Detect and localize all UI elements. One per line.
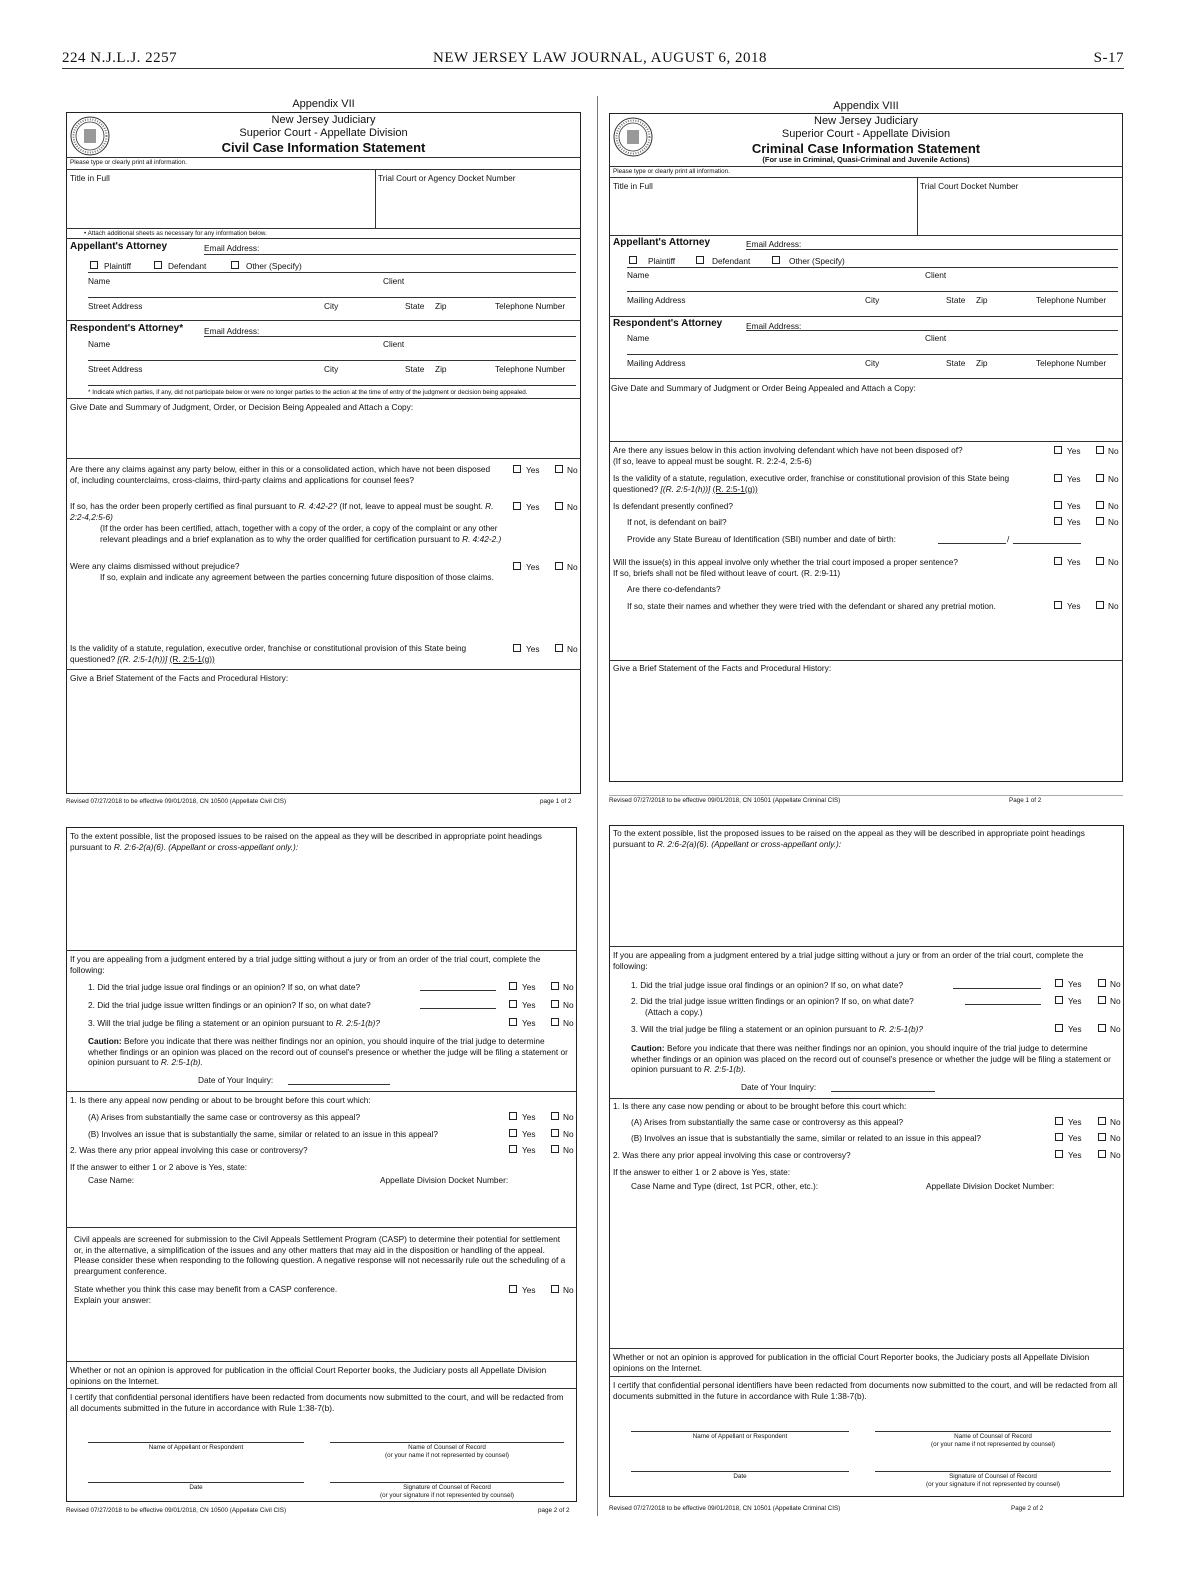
civil-cert-c: (If the order has been certified, attach, together with a copy of the order, a copy of the complaint or any other relevant pleadings and a brief explanation as to why the order qualified for certification pursuant to	[100, 523, 498, 544]
criminal-other-checkbox[interactable]	[772, 256, 780, 264]
civil-j3	[88, 1018, 380, 1029]
civil-instruction: Please type or clearly print all information.	[70, 159, 187, 166]
civil-footnote: * Indicate which parties, if any, did not participate below or were no longer parties to the action at the time of entry of the judgment or decision being appealed.	[88, 389, 528, 396]
criminal-plaintiff-checkbox[interactable]	[629, 256, 637, 264]
page-citation: 224 N.J.L.J. 2257	[62, 50, 178, 66]
civil-form-frame	[66, 112, 581, 794]
criminal-codef-no-checkbox[interactable]	[1096, 601, 1104, 609]
civil-proposed-issues	[70, 831, 570, 852]
criminal-pend-a-yes-checkbox[interactable]	[1055, 1117, 1063, 1125]
criminal-sig-appellant: Name of Appellant or Respondent	[692, 1433, 788, 1440]
criminal-respondent-mailing: Mailing Address	[627, 358, 686, 368]
criminal-rule-251g: (R. 2:5-1(g))	[712, 483, 758, 494]
criminal-respondent-state: State	[946, 358, 966, 368]
civil-dismissed-yes: Yes	[526, 562, 540, 572]
criminal-inquiry-label: Date of Your Inquiry:	[741, 1082, 817, 1092]
criminal-proposed-issues	[613, 828, 1118, 849]
criminal-title-in-full: Title in Full	[613, 181, 653, 191]
civil-casp-no-checkbox[interactable]	[551, 1285, 559, 1293]
criminal-issues-no: No	[1108, 446, 1119, 456]
criminal-validity-text: Is the validity of a statute, regulation, executive order, franchise or constitutional provision of this State being questioned?	[613, 473, 1010, 494]
civil-attach-note: • Attach additional sheets as necessary for any information below.	[84, 230, 267, 237]
civil-summary-question: Give Date and Summary of Judgment, Order, or Decision Being Appealed and Attach a Copy:	[70, 402, 414, 412]
civil-appellant-email-label: Email Address:	[204, 243, 260, 253]
criminal-appellant-client: Client	[925, 270, 947, 280]
criminal-bail-no-checkbox[interactable]	[1096, 517, 1104, 525]
criminal-footer-1: Revised 07/27/2018 to be effective 09/01/2018, CN 10501 (Appellate Criminal CIS)	[609, 797, 841, 804]
criminal-sbi-line[interactable]	[938, 543, 1006, 544]
criminal-rule-251b2: R. 2:5-1(b).	[703, 1064, 746, 1074]
criminal-validity-yes-checkbox[interactable]	[1054, 474, 1062, 482]
civil-j3-yes: Yes	[522, 1018, 536, 1028]
civil-dismissed-no: No	[567, 562, 578, 572]
criminal-sig-counsel: Name of Counsel of Record	[954, 1433, 1032, 1440]
criminal-pending-a: (A) Arises from substantially the same case or controversy as this appeal?	[631, 1117, 904, 1127]
civil-j2-yes-checkbox[interactable]	[509, 1000, 517, 1008]
civil-appellant-city: City	[324, 301, 339, 311]
criminal-j2-attach: (Attach a copy.)	[645, 1007, 703, 1017]
criminal-bail-yes: Yes	[1067, 517, 1081, 527]
criminal-validity-yes: Yes	[1067, 474, 1081, 484]
criminal-sbi-slash: /	[1007, 534, 1010, 544]
civil-title-in-full: Title in Full	[70, 173, 110, 183]
civil-cert-a: If so, has the order been properly certified as final pursuant to	[70, 501, 296, 511]
civil-claims-yes: Yes	[526, 465, 540, 475]
criminal-app-docket-label: Appellate Division Docket Number:	[926, 1181, 1055, 1191]
civil-casp-question: State whether you think this case may benefit from a CASP conference.	[74, 1284, 338, 1294]
civil-explain-label: Explain your answer:	[74, 1295, 152, 1305]
civil-pending-a: (A) Arises from substantially the same case or controversy as this appeal?	[88, 1112, 361, 1122]
criminal-pending-b: (B) Involves an issue that is substantially the same, similar or related to an issue in this appeal?	[631, 1133, 982, 1143]
civil-court: Superior Court - Appellate Division	[239, 127, 408, 139]
civil-cis-page-1	[66, 96, 581, 816]
civil-appellant-street: Street Address	[88, 301, 143, 311]
civil-casp-yes: Yes	[522, 1285, 536, 1295]
civil-rule-262: R. 2:6-2(a)(6). (Appellant or cross-appellant only.):	[113, 841, 299, 852]
civil-j3-no-checkbox[interactable]	[551, 1018, 559, 1026]
criminal-form-title: Criminal Case Information Statement	[751, 141, 981, 156]
criminal-appellant-mailing: Mailing Address	[627, 295, 686, 305]
criminal-rule-262: R. 2:6-2(a)(6). (Appellant or cross-appellant only.):	[656, 838, 842, 849]
criminal-form-subtitle: (For use in Criminal, Quasi-Criminal and Juvenile Actions)	[762, 155, 970, 164]
criminal-j1-yes-checkbox[interactable]	[1055, 979, 1063, 987]
civil-sig-counsel-note: (or your name if not represented by counsel)	[385, 1452, 509, 1459]
civil-certified-yes-checkbox[interactable]	[513, 502, 521, 510]
civil-claims-no: No	[567, 465, 578, 475]
criminal-sentence-yes: Yes	[1067, 557, 1081, 567]
criminal-confined-no-checkbox[interactable]	[1096, 501, 1104, 509]
civil-rule-251b: R. 2:5-1(b)?	[335, 1018, 380, 1028]
criminal-j2-no-checkbox[interactable]	[1098, 996, 1106, 1004]
civil-j1-no: No	[563, 982, 574, 992]
civil-sig-signature: Signature of Counsel of Record	[403, 1484, 491, 1491]
criminal-respondent-zip: Zip	[976, 358, 988, 368]
civil-appellant-client: Client	[383, 276, 405, 286]
civil-judiciary: New Jersey Judiciary	[271, 114, 376, 126]
criminal-confined-no: No	[1108, 501, 1119, 511]
criminal-validity-no: No	[1108, 474, 1119, 484]
civil-dismissed-yes-checkbox[interactable]	[513, 562, 521, 570]
criminal-respondent-phone: Telephone Number	[1036, 358, 1107, 368]
civil-case-name-label: Case Name:	[88, 1175, 135, 1185]
criminal-sig-signature-note: (or your signature if not represented by counsel)	[925, 1481, 1061, 1488]
civil-inquiry-line[interactable]	[288, 1084, 390, 1085]
criminal-pend-b-no-checkbox[interactable]	[1098, 1133, 1106, 1141]
civil-rule-442b: R. 4:42-2.)	[462, 533, 502, 544]
civil-respondent-state: State	[405, 364, 425, 374]
civil-plaintiff-checkbox[interactable]	[90, 261, 98, 269]
civil-prior-yes: Yes	[522, 1145, 536, 1155]
civil-pending-b: (B) Involves an issue that is substantially the same, similar or related to an issue in this appeal?	[88, 1129, 439, 1139]
civil-plaintiff-label: Plaintiff	[104, 261, 132, 271]
civil-if-yes: If the answer to either 1 or 2 above is Yes, state:	[70, 1162, 248, 1172]
criminal-dob-line[interactable]	[1013, 543, 1081, 544]
criminal-confined-yes: Yes	[1067, 501, 1081, 511]
criminal-j1-yes: Yes	[1068, 979, 1082, 989]
civil-claims-no-checkbox[interactable]	[555, 465, 563, 473]
civil-j1-date-line[interactable]	[420, 990, 496, 991]
civil-prior-no-checkbox[interactable]	[551, 1145, 559, 1153]
criminal-j2-yes-checkbox[interactable]	[1055, 996, 1063, 1004]
criminal-certification: I certify that confidential personal identifiers have been redacted from documents now submitted to the court, and will be redacted from all documents submitted in the future in accordance with Rule 1:38-7(b).	[613, 1380, 1118, 1401]
criminal-respondent-email-label: Email Address:	[746, 321, 802, 331]
civil-docket-label: Trial Court or Agency Docket Number	[378, 173, 516, 183]
civil-sig-appellant: Name of Appellant or Respondent	[148, 1444, 244, 1451]
criminal-sentence-text: Will the issue(s) in this appeal involve only whether the trial court imposed a proper sentence?	[613, 557, 958, 567]
column-divider	[597, 96, 598, 1516]
criminal-pend-b-no: No	[1110, 1133, 1121, 1143]
civil-pending-question: 1. Is there any appeal now pending or about to be brought before this court which:	[70, 1095, 371, 1105]
civil-cis-page-2	[66, 827, 577, 1519]
criminal-case-name-label: Case Name and Type (direct, 1st PCR, other, etc.):	[631, 1181, 819, 1191]
civil-certified-question	[70, 501, 510, 522]
criminal-docket-label: Trial Court Docket Number	[920, 181, 1019, 191]
criminal-cis-page-1	[609, 98, 1123, 808]
civil-j3-yes-checkbox[interactable]	[509, 1018, 517, 1026]
civil-pend-a-no: No	[563, 1112, 574, 1122]
criminal-judiciary: New Jersey Judiciary	[814, 115, 918, 127]
criminal-caution-label: Caution:	[631, 1043, 665, 1053]
criminal-pend-b-yes-checkbox[interactable]	[1055, 1133, 1063, 1141]
civil-dismissed-question: Were any claims dismissed without prejudice?	[70, 561, 240, 571]
civil-respondent-city: City	[324, 364, 339, 374]
criminal-page-1-label: Page 1 of 2	[1009, 797, 1042, 804]
civil-form-title: Civil Case Information Statement	[221, 140, 426, 155]
civil-issues-text: To the extent possible, list the proposed issues to be raised on the appeal as they will be described in appropriate point headings pursuant to	[70, 831, 542, 852]
criminal-page-2-label: Page 2 of 2	[1011, 1505, 1044, 1512]
criminal-court: Superior Court - Appellate Division	[781, 128, 951, 140]
civil-casp-no: No	[563, 1285, 574, 1295]
civil-rule-442: R. 4:42-2?	[298, 501, 338, 511]
criminal-pend-b-yes: Yes	[1068, 1133, 1082, 1143]
criminal-pend-a-yes: Yes	[1068, 1117, 1082, 1127]
civil-appellant-attorney: Appellant's Attorney	[70, 241, 168, 252]
civil-certified-yes: Yes	[526, 502, 540, 512]
criminal-j3-yes-checkbox[interactable]	[1055, 1024, 1063, 1032]
civil-pend-b-yes: Yes	[522, 1129, 536, 1139]
criminal-respondent-attorney: Respondent's Attorney	[613, 318, 723, 329]
civil-j2-yes: Yes	[522, 1000, 536, 1010]
criminal-codef-no: No	[1108, 601, 1119, 611]
civil-dismissed-explain: If so, explain and indicate any agreement between the parties concerning future disposition of those claims.	[100, 572, 494, 582]
civil-j1: 1. Did the trial judge issue oral findings or an opinion? If so, on what date?	[88, 982, 361, 992]
journal-header: NEW JERSEY LAW JOURNAL, AUGUST 6, 2018	[433, 50, 767, 66]
criminal-pending-question: 1. Is there any case now pending or about to be brought before this court which:	[613, 1101, 907, 1111]
civil-j2: 2. Did the trial judge issue written findings or an opinion? If so, on what date?	[88, 1000, 371, 1010]
criminal-issues-no-checkbox[interactable]	[1096, 446, 1104, 454]
criminal-judge-intro: If you are appealing from a judgment entered by a trial judge sitting without a jury or from an order of the trial court, complete the following:	[613, 950, 1084, 971]
civil-validity-no: No	[567, 644, 578, 654]
civil-j3-text: 3. Will the trial judge be filing a statement or an opinion pursuant to	[88, 1018, 334, 1028]
civil-respondent-email-label: Email Address:	[204, 326, 260, 336]
criminal-j3-text: 3. Will the trial judge be filing a statement or an opinion pursuant to	[631, 1024, 877, 1034]
civil-respondent-client: Client	[383, 339, 405, 349]
civil-page-2-label: page 2 of 2	[538, 1507, 570, 1514]
criminal-j3-no: No	[1110, 1024, 1121, 1034]
civil-certified-no-checkbox[interactable]	[555, 502, 563, 510]
criminal-rule-251b: R. 2:5-1(b)?	[878, 1024, 923, 1034]
criminal-appellant-name: Name	[627, 270, 650, 280]
civil-validity-no-checkbox[interactable]	[555, 644, 563, 652]
civil-caution-text: Before you indicate that there was neither findings nor an opinion, you should inquire of the trial judge to determine whether findings or an opinion was placed on the record out of counsel's presence or whether the judge will be filing a statement or opinion pursuant to	[88, 1036, 568, 1067]
civil-footer-2: Revised 07/27/2018 to be effective 09/01/2018, CN 10500 (Appellate Civil CIS)	[66, 1507, 287, 1514]
criminal-appellant-state: State	[946, 295, 966, 305]
criminal-j3-no-checkbox[interactable]	[1098, 1024, 1106, 1032]
civil-respondent-name: Name	[88, 339, 111, 349]
criminal-issues-text: Are there any issues below in this action involving defendant which have not been disposed of?	[613, 445, 963, 455]
criminal-validity-no-checkbox[interactable]	[1096, 474, 1104, 482]
criminal-sentence-no: No	[1108, 557, 1119, 567]
civil-rule-251h: [(R. 2:5-1(h))]	[117, 653, 168, 664]
civil-judge-intro: If you are appealing from a judgment entered by a trial judge sitting without a jury or from an order of the trial court, complete the following:	[70, 954, 541, 975]
criminal-defendant-label: Defendant	[712, 256, 751, 266]
civil-pend-b-yes-checkbox[interactable]	[509, 1129, 517, 1137]
civil-pend-a-yes: Yes	[522, 1112, 536, 1122]
criminal-confined-yes-checkbox[interactable]	[1054, 501, 1062, 509]
page-number: S-17	[1093, 50, 1124, 66]
civil-defendant-checkbox[interactable]	[154, 261, 162, 269]
civil-validity-question	[70, 643, 510, 664]
civil-dismissed-no-checkbox[interactable]	[555, 562, 563, 570]
criminal-sig-counsel-note: (or your name if not represented by counsel)	[931, 1441, 1055, 1448]
civil-facts-label: Give a Brief Statement of the Facts and Procedural History:	[70, 673, 289, 683]
criminal-j3	[631, 1024, 923, 1035]
civil-pend-a-yes-checkbox[interactable]	[509, 1112, 517, 1120]
criminal-sbi-question: Provide any State Bureau of Identification (SBI) number and date of birth:	[627, 534, 896, 544]
criminal-appellant-zip: Zip	[976, 295, 988, 305]
criminal-sig-date: Date	[733, 1473, 747, 1480]
civil-cert-explanation	[100, 523, 510, 544]
civil-rule-251g: (R. 2:5-1(g))	[169, 653, 215, 664]
criminal-j1-no-checkbox[interactable]	[1098, 979, 1106, 987]
header-rule	[62, 68, 1124, 69]
criminal-codef-yes: Yes	[1067, 601, 1081, 611]
criminal-caution-text: Before you indicate that there was neither findings nor an opinion, you should inquire of the trial judge to determine whether findings or an opinion was placed on the record out of counsel's presence or whether the judge will be filing a statement or opinion pursuant to	[631, 1043, 1111, 1074]
criminal-j1-date-line[interactable]	[953, 988, 1041, 989]
criminal-rule-251h: [(R. 2:5-1(h))]	[660, 483, 711, 494]
civil-respondent-attorney: Respondent's Attorney*	[70, 323, 184, 334]
civil-certification: I certify that confidential personal identifiers have been redacted from documents now submitted to the court, and will be redacted from all documents submitted in the future in accordance with Rule 1:38-7(b).	[70, 1392, 564, 1413]
criminal-sentence-note: If so, briefs shall not be filed without leave of court. (R. 2:9-11)	[613, 567, 841, 578]
civil-caution-label: Caution:	[88, 1036, 122, 1046]
civil-casp-info: Civil appeals are screened for submission to the Civil Appeals Settlement Program (CASP) to determine their potential for settlement or, in the alternative, a simplification of the issues and any other matters that may aid in the disposition or handling of the appeal. Please consider these when responding to the following question. A negative response will not necessarily rule out the scheduling of a preargument conference.	[74, 1234, 566, 1276]
civil-sig-signature-note: (or your signature if not represented by counsel)	[379, 1492, 515, 1499]
civil-defendant-label: Defendant	[168, 261, 207, 271]
civil-appellant-state: State	[405, 301, 425, 311]
criminal-footer-2: Revised 07/27/2018 to be effective 09/01/2018, CN 10501 (Appellate Criminal CIS)	[609, 1505, 841, 1512]
criminal-j2-yes: Yes	[1068, 996, 1082, 1006]
criminal-j2-date-line[interactable]	[965, 1004, 1041, 1005]
civil-validity-yes-checkbox[interactable]	[513, 644, 521, 652]
criminal-codef-question: Are there co-defendants?	[627, 584, 721, 594]
criminal-instruction: Please type or clearly print all information.	[613, 168, 730, 175]
criminal-respondent-city: City	[865, 358, 880, 368]
criminal-validity-question	[613, 473, 1048, 494]
criminal-prior-no-checkbox[interactable]	[1098, 1150, 1106, 1158]
civil-rule-224: R. 2:2-4,2:5-6)	[70, 501, 494, 522]
criminal-inquiry-line[interactable]	[831, 1091, 935, 1092]
civil-other-checkbox[interactable]	[231, 261, 239, 269]
criminal-issues-yes: Yes	[1067, 446, 1081, 456]
criminal-if-yes: If the answer to either 1 or 2 above is Yes, state:	[613, 1167, 791, 1177]
criminal-sentence-question	[613, 557, 1043, 578]
criminal-cis-page-2	[609, 825, 1124, 1519]
criminal-bail-yes-checkbox[interactable]	[1054, 517, 1062, 525]
criminal-codef-explain: If so, state their names and whether they were tried with the defendant or shared any pretrial motion.	[627, 601, 996, 611]
criminal-j1: 1. Did the trial judge issue oral findings or an opinion? If so, on what date?	[631, 980, 904, 990]
civil-pend-a-no-checkbox[interactable]	[551, 1112, 559, 1120]
civil-certified-no: No	[567, 502, 578, 512]
criminal-plaintiff-label: Plaintiff	[648, 256, 676, 266]
criminal-facts-label: Give a Brief Statement of the Facts and Procedural History:	[613, 663, 832, 673]
civil-j2-date-line[interactable]	[420, 1008, 496, 1009]
criminal-appellant-phone: Telephone Number	[1036, 295, 1107, 305]
civil-prior-question: 2. Was there any prior appeal involving this case or controversy?	[70, 1145, 308, 1155]
civil-page-1-label: page 1 of 2	[540, 798, 572, 805]
criminal-other-label: Other (Specify)	[789, 256, 845, 266]
criminal-issues-question	[613, 445, 1043, 466]
civil-appellant-zip: Zip	[435, 301, 447, 311]
criminal-j2: 2. Did the trial judge issue written findings or an opinion? If so, on what date?	[631, 996, 914, 1006]
criminal-prior-question: 2. Was there any prior appeal involving this case or controversy?	[613, 1150, 851, 1160]
civil-claims-question: Are there any claims against any party below, either in this or a consolidated action, which have not been disposed of, including counterclaims, cross-claims, third-party claims and applications for counsel fees?	[70, 464, 491, 485]
civil-pend-b-no-checkbox[interactable]	[551, 1129, 559, 1137]
criminal-sig-signature: Signature of Counsel of Record	[949, 1473, 1037, 1480]
civil-app-docket-label: Appellate Division Docket Number:	[380, 1175, 509, 1185]
criminal-confined-question: Is defendant presently confined?	[613, 501, 733, 511]
civil-pend-b-no: No	[563, 1129, 574, 1139]
civil-respondent-street: Street Address	[88, 364, 143, 374]
civil-validity-yes: Yes	[526, 644, 540, 654]
civil-casp-yes-checkbox[interactable]	[509, 1285, 517, 1293]
criminal-caution	[631, 1043, 1115, 1075]
criminal-issues-text2: To the extent possible, list the proposed issues to be raised on the appeal as they will be described in appropriate point headings pursuant to	[613, 828, 1085, 849]
civil-j1-no-checkbox[interactable]	[551, 982, 559, 990]
civil-caution	[88, 1036, 568, 1068]
civil-sig-date: Date	[189, 1484, 203, 1491]
civil-j3-no: No	[563, 1018, 574, 1028]
civil-respondent-phone: Telephone Number	[495, 364, 566, 374]
civil-appendix-label: Appendix VII	[292, 98, 355, 110]
criminal-issues-yes-checkbox[interactable]	[1054, 446, 1062, 454]
criminal-j3-yes: Yes	[1068, 1024, 1082, 1034]
civil-respondent-zip: Zip	[435, 364, 447, 374]
criminal-appellant-city: City	[865, 295, 880, 305]
criminal-summary-question: Give Date and Summary of Judgment or Order Being Appealed and Attach a Copy:	[611, 383, 916, 393]
criminal-appellant-email-label: Email Address:	[746, 239, 802, 249]
civil-prior-no: No	[563, 1145, 574, 1155]
civil-j1-yes-checkbox[interactable]	[509, 982, 517, 990]
criminal-issues-note: (If so, leave to appeal must be sought. R. 2:2-4, 2:5-6)	[613, 455, 812, 466]
criminal-prior-yes: Yes	[1068, 1150, 1082, 1160]
civil-j1-yes: Yes	[522, 982, 536, 992]
civil-appellant-phone: Telephone Number	[495, 301, 566, 311]
civil-cert-b: (If not, leave to appeal must be sought.	[339, 501, 483, 511]
criminal-appellant-attorney: Appellant's Attorney	[613, 237, 711, 248]
criminal-respondent-name: Name	[627, 333, 650, 343]
civil-inquiry-label: Date of Your Inquiry:	[198, 1075, 274, 1085]
civil-validity-text: Is the validity of a statute, regulation, executive order, franchise or constitutional provision of this State being questioned?	[70, 643, 467, 664]
civil-publication-note: Whether or not an opinion is approved for publication in the official Court Reporter books, the Judiciary posts all Appellate Division opinions on the Internet.	[70, 1365, 547, 1386]
civil-sig-counsel: Name of Counsel of Record	[408, 1444, 486, 1451]
civil-j2-no-checkbox[interactable]	[551, 1000, 559, 1008]
criminal-codef-yes-checkbox[interactable]	[1054, 601, 1062, 609]
criminal-j1-no: No	[1110, 979, 1121, 989]
civil-prior-yes-checkbox[interactable]	[509, 1145, 517, 1153]
civil-rule-251b2: R. 2:5-1(b).	[160, 1057, 203, 1067]
civil-j2-no: No	[563, 1000, 574, 1010]
criminal-bail-no: No	[1108, 517, 1119, 527]
criminal-pend-a-no: No	[1110, 1117, 1121, 1127]
civil-other-label: Other (Specify)	[246, 261, 302, 271]
criminal-respondent-client: Client	[925, 333, 947, 343]
criminal-appendix-label: Appendix VIII	[833, 100, 899, 112]
civil-appellant-name: Name	[88, 276, 111, 286]
civil-footer-1: Revised 07/27/2018 to be effective 09/01/2018, CN 10500 (Appellate Civil CIS)	[66, 798, 287, 805]
criminal-j2-no: No	[1110, 996, 1121, 1006]
criminal-defendant-checkbox[interactable]	[696, 256, 704, 264]
criminal-sentence-no-checkbox[interactable]	[1096, 557, 1104, 565]
criminal-sentence-yes-checkbox[interactable]	[1054, 557, 1062, 565]
criminal-bail-question: If not, is defendant on bail?	[627, 517, 727, 527]
criminal-prior-no: No	[1110, 1150, 1121, 1160]
criminal-publication-note: Whether or not an opinion is approved for publication in the official Court Reporter books, the Judiciary posts all Appellate Division opinions on the Internet.	[613, 1352, 1090, 1373]
criminal-prior-yes-checkbox[interactable]	[1055, 1150, 1063, 1158]
criminal-pend-a-no-checkbox[interactable]	[1098, 1117, 1106, 1125]
civil-claims-yes-checkbox[interactable]	[513, 465, 521, 473]
civil-attach-note-text: Attach additional sheets as necessary for any information below.	[87, 230, 267, 237]
